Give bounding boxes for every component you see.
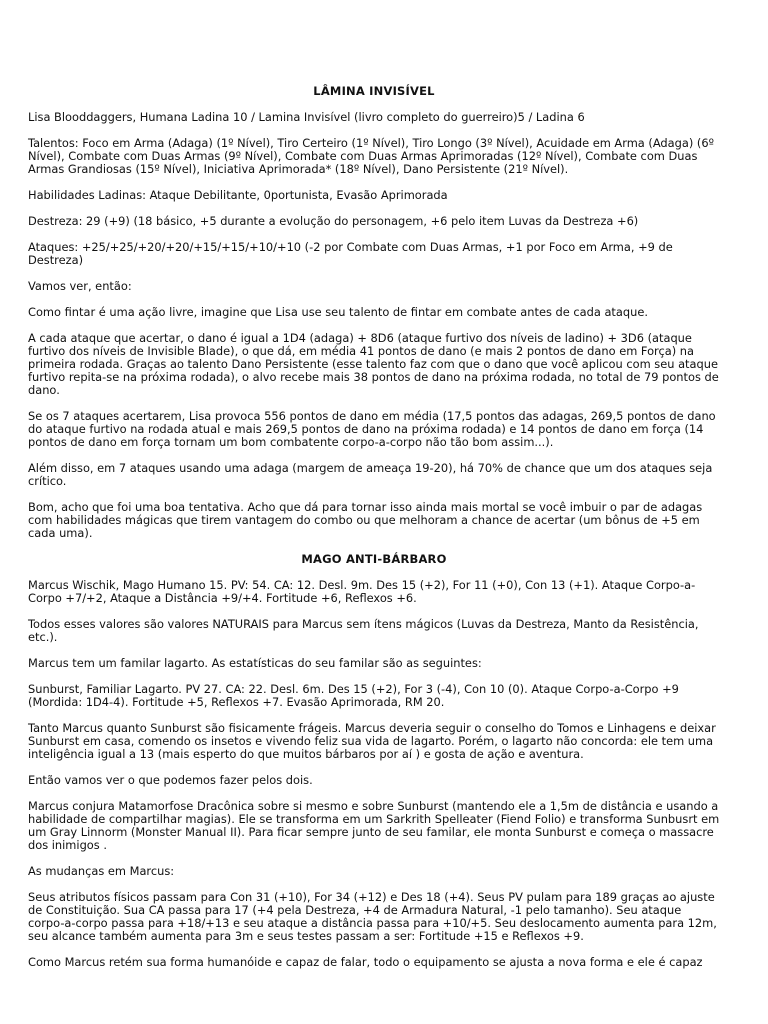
paragraph: Lisa Blooddaggers, Humana Ladina 10 / Lamina Invisível (livro completo do guerreiro)5 / Ladina 6 bbox=[28, 110, 585, 124]
section-lamina-invisivel-body bbox=[28, 111, 720, 540]
paragraph: Talentos: Foco em Arma (Adaga) (1º Nível), Tiro Certeiro (1º Nível), Tiro Longo (3º Nível), Acuidade em Arma (Adaga) (6º Nível), Combate com Duas Armas (9º Nível), Combate com Duas Armas Aprimoradas (12º Nível), Combate com Duas Armas Grandiosas (15º Nível), Iniciativa Aprimorada* (18º Nível), Dano Persistente (21º Nível). bbox=[28, 136, 714, 176]
paragraph: As mudanças em Marcus: bbox=[28, 864, 175, 878]
paragraph: Destreza: 29 (+9) (18 básico, +5 durante a evolução do personagem, +6 pelo item Luvas da Destreza +6) bbox=[28, 214, 639, 228]
paragraph: Todos esses valores são valores NATURAIS para Marcus sem ítens mágicos (Luvas da Destreza, Manto da Resistência, etc.). bbox=[28, 617, 699, 644]
paragraph: Além disso, em 7 ataques usando uma adaga (margem de ameaça 19-20), há 70% de chance que um dos ataques seja crítico. bbox=[28, 461, 713, 488]
section-title-lamina-invisivel: LÂMINA INVISÍVEL bbox=[313, 84, 435, 98]
paragraph: Ataques: +25/+25/+20/+20/+15/+15/+10/+10 (-2 por Combate com Duas Armas, +1 por Foco em Arma, +9 de Destreza) bbox=[28, 240, 673, 267]
paragraph: Sunburst, Familiar Lagarto. PV 27. CA: 22. Desl. 6m. Des 15 (+2), For 3 (-4), Con 10 (0). Ataque Corpo-a-Corpo +9 (Mordida: 1D4-4). Fortitude +5, Reflexos +7. Evasão Aprimorada, RM 20. bbox=[28, 682, 679, 709]
paragraph: Marcus Wischik, Mago Humano 15. PV: 54. CA: 12. Desl. 9m. Des 15 (+2), For 11 (+0), Con 13 (+1). Ataque Corpo-a-Corpo +7/+2, Ataque a Distância +9/+4. Fortitude +6, Reflexos +6. bbox=[28, 578, 696, 605]
paragraph: Como Marcus retém sua forma humanóide e capaz de falar, todo o equipamento se ajusta a nova forma e ele é capaz bbox=[28, 955, 703, 969]
paragraph: Tanto Marcus quanto Sunburst são fisicamente frágeis. Marcus deveria seguir o conselho do Tomos e Linhagens e deixar Sunburst em casa, comendo os insetos e vivendo feliz sua vida de lagarto. Porém, o lagarto não concorda: ele tem uma inteligência igual a 13 (mais esperto do que muitos bárbaros por aí ) e gosta de ação e aventura. bbox=[28, 721, 716, 761]
section-mago-anti-barbaro-body bbox=[28, 579, 720, 969]
paragraph: Como fintar é uma ação livre, imagine que Lisa use seu talento de fintar em combate antes de cada ataque. bbox=[28, 305, 648, 319]
paragraph: Vamos ver, então: bbox=[28, 279, 132, 293]
paragraph: Bom, acho que foi uma boa tentativa. Acho que dá para tornar isso ainda mais mortal se você imbuir o par de adagas com habilidades mágicas que tirem vantagem do combo ou que melhoram a chance de acertar (um bônus de +5 em cada uma). bbox=[28, 500, 703, 540]
paragraph: Habilidades Ladinas: Ataque Debilitante, 0portunista, Evasão Aprimorada bbox=[28, 188, 448, 202]
paragraph: Marcus conjura Matamorfose Dracônica sobre si mesmo e sobre Sunburst (mantendo ele a 1,5m de distância e usando a habilidade de compartilhar magias). Ele se transforma em um Sarkrith Spelleater (Fiend Folio) e transforma Sunbusrt em um Gray Linnorm (Monster Manual II). Para ficar sempre junto de seu familar, ele monta Sunburst e começa o massacre dos inimigos . bbox=[28, 799, 720, 852]
paragraph: Marcus tem um familar lagarto. As estatísticas do seu familar são as seguintes: bbox=[28, 656, 482, 670]
section-title-mago-anti-barbaro: MAGO ANTI-BÁRBARO bbox=[301, 552, 447, 566]
paragraph: Se os 7 ataques acertarem, Lisa provoca 556 pontos de dano em média (17,5 pontos das adagas, 269,5 pontos de dano do ataque furtivo na rodada atual e mais 269,5 pontos de dano na próxima rodada) e 14 pontos de dano em força (14 pontos de dano em força tornam um bom combatente corpo-a-corpo não tão bom assim...). bbox=[28, 409, 716, 449]
paragraph: Seus atributos físicos passam para Con 31 (+10), For 34 (+12) e Des 18 (+4). Seus PV pulam para 189 graças ao ajuste de Constituição. Sua CA passa para 17 (+4 pela Destreza, +4 de Armadura Natural, -1 pelo tamanho). Seu ataque corpo-a-corpo passa para +18/+13 e seu ataque a distância passa para +10/+5. Seu deslocamento aumenta para 12m, seu alcance também aumenta para 3m e seus testes passam a ser: Fortitude +15 e Reflexos +9. bbox=[28, 890, 717, 943]
paragraph: Então vamos ver o que podemos fazer pelos dois. bbox=[28, 773, 313, 787]
paragraph: A cada ataque que acertar, o dano é igual a 1D4 (adaga) + 8D6 (ataque furtivo dos níveis de ladino) + 3D6 (ataque furtivo dos níveis de Invisible Blade), o que dá, em média 41 pontos de dano (e mais 2 pontos de dano em Força) na primeira rodada. Graças ao talento Dano Persistente (esse talento faz com que o dano que você aplicou com seu ataque furtivo repita-se na próxima rodada), o alvo recebe mais 38 pontos de dano na próxima rodada, no total de 79 pontos de dano. bbox=[28, 331, 719, 397]
